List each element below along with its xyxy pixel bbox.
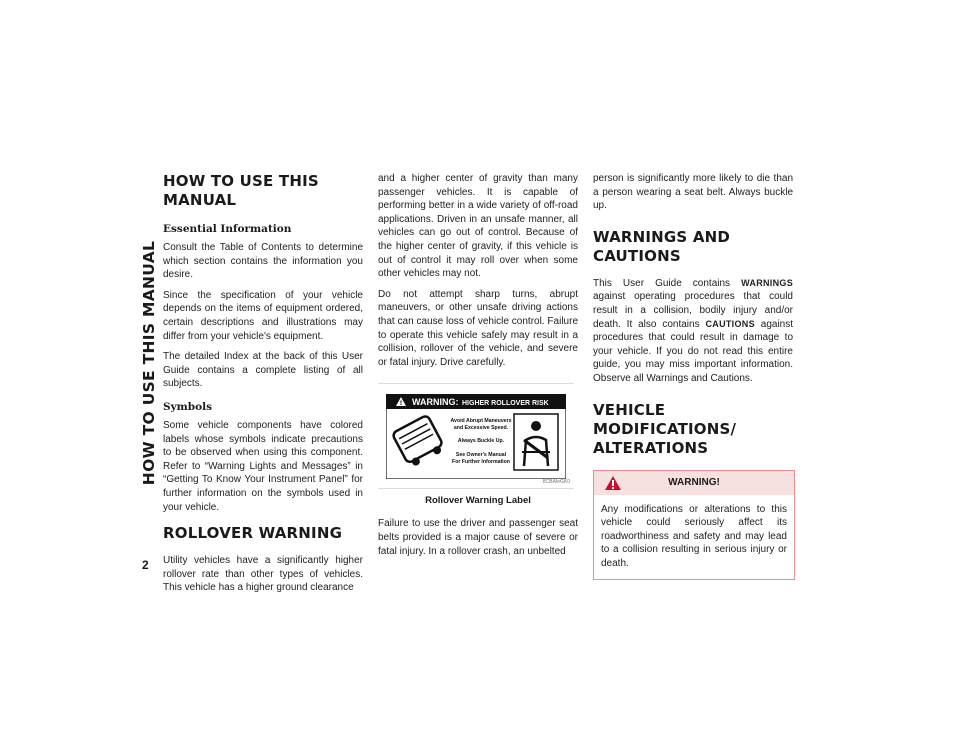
rollover-paragraph-2: Do not attempt sharp turns, abrupt maneuvers, or other unsafe driving actions that can cause loss of vehicle control. Failure to operate this vehicle safely may result in a collision, rollover of the vehicle, and severe or fatal injury. Drive carefully. (378, 288, 578, 368)
seatbelt-paragraph: Failure to use the driver and passenger seat belts provided is a major cause of severe or fatal injury. In a rollover crash, an unbelted (378, 518, 578, 557)
modifications-title-line-1: VEHICLE MODIFICATIONS/ (593, 400, 737, 438)
warning-triangle-icon (604, 475, 622, 491)
page-number: 2 (142, 558, 149, 572)
label-line-1: Avoid Abrupt Maneuvers (450, 418, 512, 425)
cautions-keyword: CAUTIONS (705, 318, 755, 329)
warning-box-title: WARNING! (668, 477, 720, 489)
label-line-2: and Excessive Speed. (453, 425, 509, 432)
page-title: HOW TO USE THIS MANUAL (163, 172, 319, 209)
warning-box-text: Any modifications or alterations to this vehicle could seriously affect its roadworthiness and safety and may lead to a collision resulting in serious injury or death. (601, 503, 787, 569)
symbols-paragraph: Some vehicle components have colored labels whose symbols indicate precautions to be observed when using this component. Refer to “Warning Lights and Messages” in “Getting To Know Your Instrument Panel” for further information on the symbols used in your vehicle. (163, 419, 363, 513)
rollover-paragraph-1: Utility vehicles have a significantly higher rollover rate than other types of vehicles. This vehicle has a higher ground clearance (163, 555, 363, 594)
column-1 (163, 172, 363, 595)
label-risk-text: HIGHER ROLLOVER RISK (462, 400, 549, 408)
warnings-text-b: against operating procedures that could result in a collision, bodily injury and/or death. It also contains (593, 291, 793, 330)
warnings-keyword: WARNINGS (741, 277, 793, 288)
symbols-heading: Symbols (163, 400, 213, 413)
figure-caption: Rollover Warning Label (425, 495, 531, 507)
section-side-tab-label: HOW TO USE THIS MANUAL (140, 240, 158, 486)
figure-code: 8CBAfeGK0 (542, 479, 570, 486)
column-2 (378, 172, 578, 558)
warning-box-header (594, 471, 794, 495)
warning-box-body (594, 495, 794, 579)
column-3 (593, 172, 793, 580)
essential-info-heading: Essential Information (163, 223, 292, 235)
svg-text:!: ! (399, 400, 403, 408)
warnings-text-c: against procedures that could result in damage to your vehicle. If you do not read this entire guide, you may miss important information. Observe all Warnings and Cautions. (593, 318, 794, 384)
section-side-tab (140, 172, 158, 554)
essential-info-paragraph-1: Consult the Table of Contents to determine which section contains the information you desire. (163, 242, 363, 281)
rollover-warning-label-figure (378, 383, 574, 489)
warning-box (593, 470, 795, 580)
warnings-cautions-title: WARNINGS AND CAUTIONS (593, 227, 731, 265)
label-warning-word: WARNING: (412, 397, 459, 408)
warnings-cautions-paragraph (593, 277, 793, 386)
label-line-3: Always Buckle Up. (457, 438, 505, 445)
modifications-title (593, 401, 793, 458)
essential-info-paragraph-2: Since the specification of your vehicle depends on the items of equipment ordered, certain descriptions and illustrations may differ from your vehicle's equipment. (163, 289, 363, 342)
essential-info-paragraph-3: The detailed Index at the back of this User Guide contains a complete listing of all subjects. (163, 351, 363, 390)
rollover-warning-title: ROLLOVER WARNING (163, 524, 343, 543)
rollover-label-image (386, 394, 566, 479)
seatbelt-person-icon (514, 414, 558, 470)
label-line-5: For Further Information (452, 459, 510, 466)
modifications-title-line-2: ALTERATIONS (593, 438, 709, 457)
seatbelt-paragraph-continued: person is significantly more likely to die than a person wearing a seat belt. Always buckle up. (593, 173, 793, 212)
warnings-text-a: This User Guide contains (593, 277, 731, 289)
rollover-paragraph-1-continued: and a higher center of gravity than many passenger vehicles. It is capable of performing better in a wide variety of off-road applications. Driven in an unsafe manner, all vehicles can go out of control. Because of the higher center of gravity, if this vehicle is out of control it may roll over when some other vehicles may not. (378, 173, 578, 280)
label-line-4: See Owner's Manual (455, 452, 507, 459)
